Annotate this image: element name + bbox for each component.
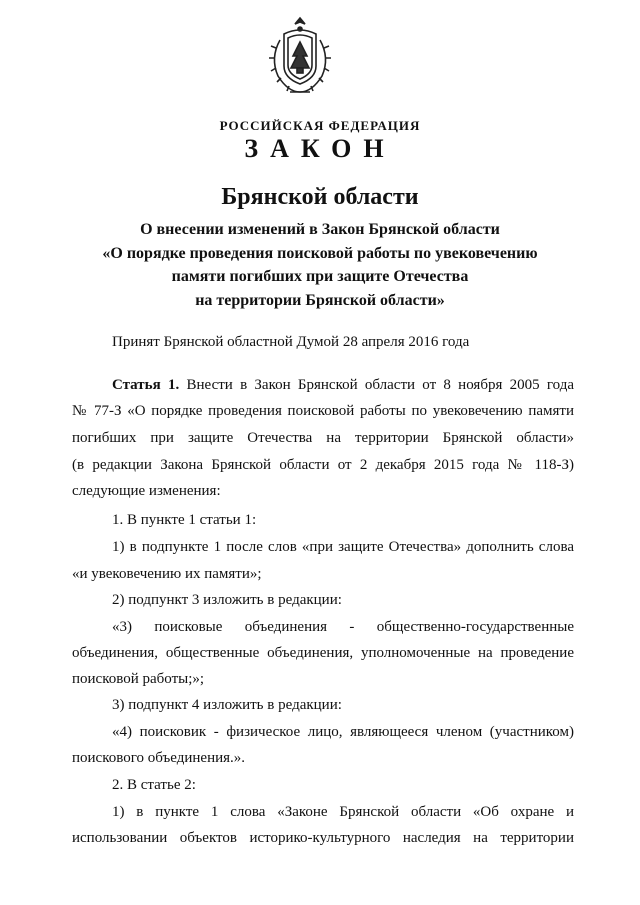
- list-item: «4) поисковик - физическое лицо, являющееся членом (участником): [112, 724, 574, 740]
- list-item: 1. В пункте 1 статьи 1:: [112, 512, 257, 528]
- list-item: 2) подпункт 3 изложить в редакции:: [112, 592, 342, 608]
- adoption-statement: Принят Брянской областной Думой 28 апреля 2016 года: [112, 334, 470, 350]
- law-title-line: «О порядке проведения поисковой работы по увековечению: [102, 245, 538, 262]
- article-first-line: [112, 377, 574, 394]
- list-item: «3) поисковые объединения - общественно-государственные: [112, 619, 574, 635]
- law-title-line: О внесении изменений в Закон Брянской области: [140, 221, 500, 238]
- document-type: ЗАКОН: [244, 134, 396, 163]
- list-item: 1) в пункте 1 слова «Законе Брянской области «Об охране и: [112, 804, 574, 820]
- list-item-continuation: использовании объектов историко-культурного наследия на территории: [72, 830, 574, 846]
- list-item: 1) в подпункте 1 после слов «при защите Отечества» дополнить слова: [112, 539, 574, 555]
- list-item-continuation: «и увековечению их памяти»;: [72, 566, 262, 582]
- list-item-continuation: поискового объединения.».: [72, 750, 246, 766]
- article-heading: Статья 1.: [112, 377, 180, 393]
- region-name: Брянской области: [221, 184, 419, 210]
- list-item-continuation: поисковой работы;»;: [72, 671, 205, 687]
- country-name: РОССИЙСКАЯ ФЕДЕРАЦИЯ: [219, 118, 421, 133]
- article-line: № 77-З «О порядке проведения поисковой работы по увековечению памяти: [72, 403, 574, 419]
- article-line: (в редакции Закона Брянской области от 2 декабря 2015 года № 118-З): [72, 457, 574, 473]
- law-title-line: памяти погибших при защите Отечества: [171, 268, 469, 285]
- law-title-line: на территории Брянской области»: [195, 292, 445, 309]
- article-line: следующие изменения:: [72, 483, 221, 499]
- coat-of-arms-emblem: [262, 12, 338, 98]
- list-item: 2. В статье 2:: [112, 777, 196, 793]
- list-item: 3) подпункт 4 изложить в редакции:: [112, 697, 342, 713]
- list-item-continuation: объединения, общественные объединения, уполномоченные на проведение: [72, 645, 574, 661]
- article-line: погибших при защите Отечества на территории Брянской области»: [72, 430, 574, 446]
- article-line: Внести в Закон Брянской области от 8 ноября 2005 года: [186, 377, 575, 393]
